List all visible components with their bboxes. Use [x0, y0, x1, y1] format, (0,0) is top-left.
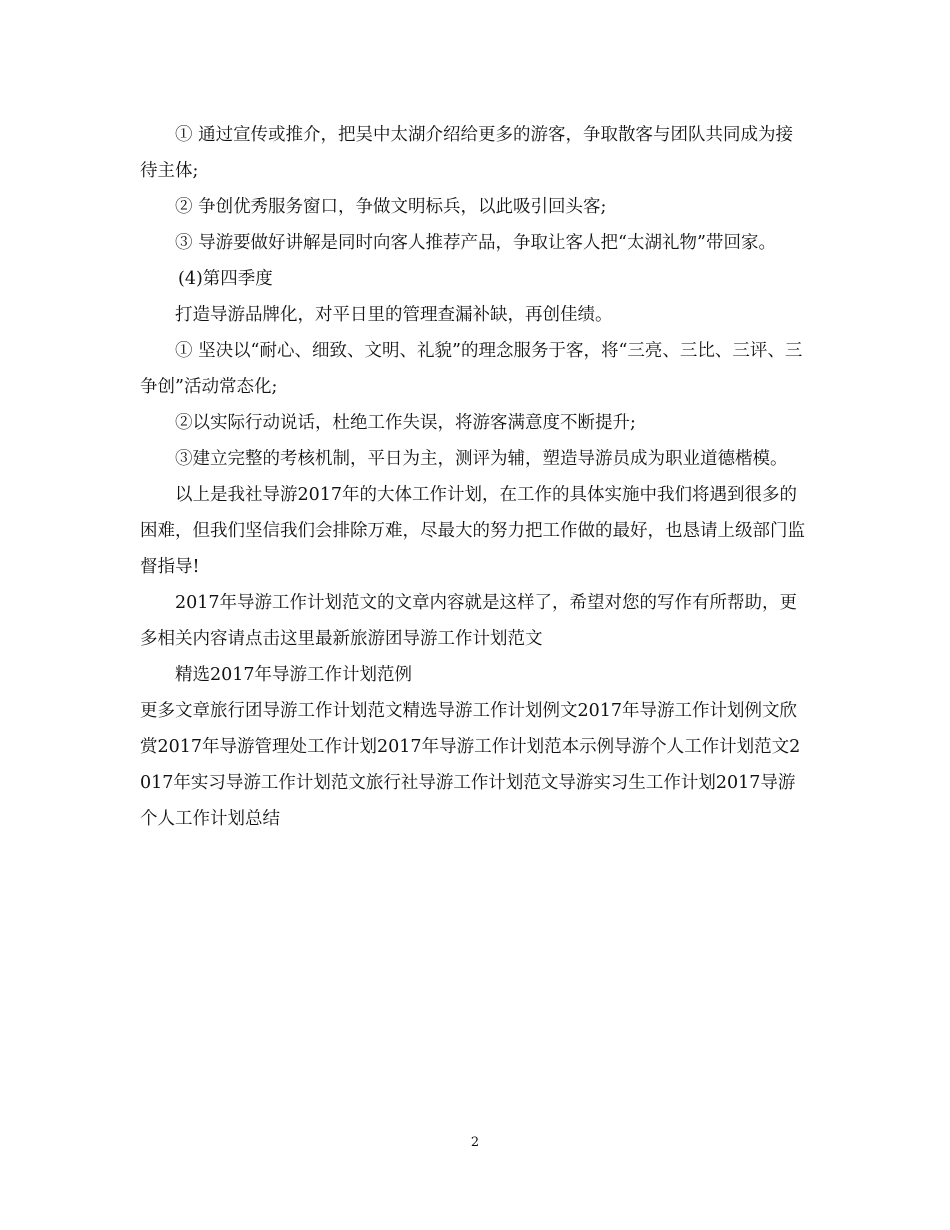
paragraph-service-window: ② 争创优秀服务窗口，争做文明标兵，以此吸引回头客; — [175, 197, 607, 217]
related-links-block — [140, 693, 810, 837]
paragraph-article-note — [140, 585, 810, 657]
paragraph-brand-guides: 打造导游品牌化，对平日里的管理查漏补缺，再创佳绩。 — [175, 305, 613, 325]
related-links-text[interactable]: 更多文章旅行团导游工作计划范文精选导游工作计划例文2017年导游工作计划例文欣赏2017年导游管理处工作计划2017年导游工作计划范本示例导游个人工作计划范文2017年实习导游工作计划范文旅行社导游工作计划范文导游实习生工作计划2017导游个人工作计划总结 — [140, 701, 801, 829]
paragraph-summary: 以上是我社导游2017年的大体工作计划，在工作的具体实施中我们将遇到很多的困难，但我们坚信我们会排除万难，尽最大的努力把工作做的最好，也恳请上级部门监督指导! — [140, 485, 805, 577]
paragraph-featured-example — [140, 657, 810, 693]
paragraph-promotion: ① 通过宣传或推介，把吴中太湖介绍给更多的游客，争取散客与团队共同成为接待主体; — [140, 125, 794, 181]
page-number: 2 — [470, 1135, 480, 1150]
section-heading-fourth-quarter: (4)第四季度 — [178, 269, 273, 289]
paragraph-assessment: ③建立完整的考核机制，平日为主，测评为辅，塑造导游员成为职业道德楷模。 — [175, 449, 788, 469]
document-content — [140, 117, 810, 837]
featured-example-link[interactable]: 精选2017年导游工作计划范例 — [175, 665, 413, 685]
paragraph-service-principles: ① 坚决以“耐心、细致、文明、礼貌”的理念服务于客，将“三亮、三比、三评、三争创”活动常态化; — [140, 341, 803, 397]
paragraph-product-recommendation: ③ 导游要做好讲解是同时向客人推荐产品，争取让客人把“太湖礼物”带回家。 — [175, 233, 776, 253]
article-note-link[interactable]: 2017年导游工作计划范文的文章内容就是这样了，希望对您的写作有所帮助，更多相关内容请点击这里最新旅游团导游工作计划范文 — [140, 593, 798, 649]
paragraph-satisfaction: ②以实际行动说话，杜绝工作失误，将游客满意度不断提升; — [175, 413, 636, 433]
